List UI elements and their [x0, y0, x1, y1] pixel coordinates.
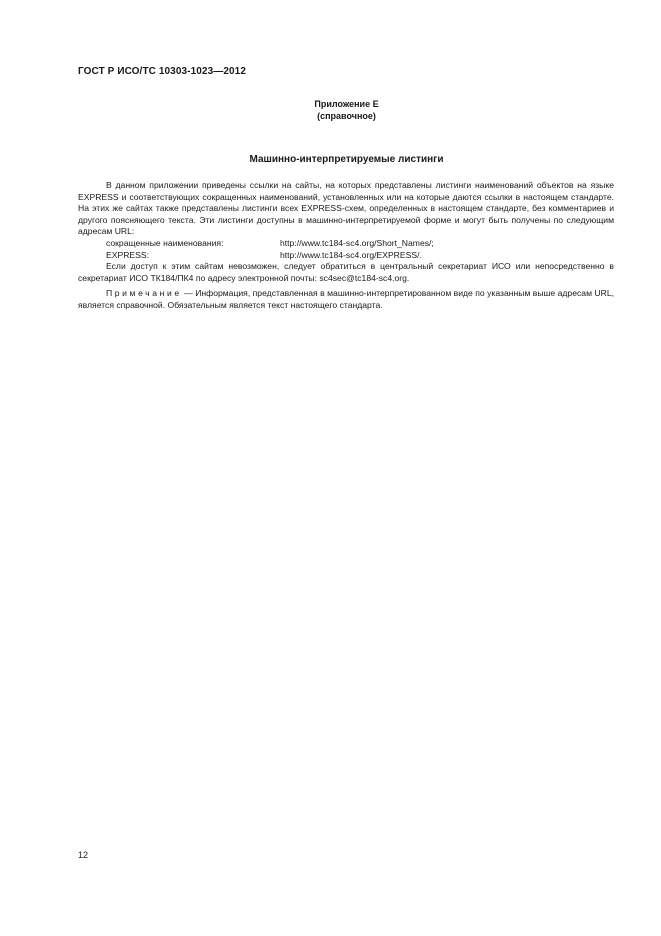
- note-text: — Информация, представленная в машинно-интерпретированном виде по указанным выше адресам URL, является справочной. Обязательным является текст настоящего стандарта.: [78, 288, 614, 310]
- section-title: Машинно-интерпретируемые листинги: [249, 154, 444, 165]
- standard-header: ГОСТ Р ИСО/ТС 10303-1023—2012: [78, 66, 246, 77]
- appendix-heading: [0, 98, 661, 122]
- url-label: EXPRESS:: [106, 249, 149, 260]
- appendix-type: (справочное): [317, 111, 376, 121]
- paragraph-contact: Если доступ к этим сайтам невозможен, следует обратиться в центральный секретариат ИСО или непосредственно в секретариат ИСО ТК184/ПК4 по адресу электронной почты: sc4sec@tc184-sc4.org.: [78, 261, 614, 283]
- url-link[interactable]: http://www.tc184-sc4.org/EXPRESS/.: [280, 249, 422, 260]
- appendix-label: Приложение Е: [314, 99, 379, 109]
- url-row-express: [78, 250, 614, 262]
- url-row-short-names: [78, 238, 614, 250]
- body-text: [78, 180, 614, 312]
- page-number: 12: [78, 850, 89, 860]
- note-label: Примечание: [106, 288, 182, 299]
- note: [78, 288, 614, 311]
- url-label: сокращенные наименования:: [106, 237, 224, 248]
- paragraph-intro: В данном приложении приведены ссылки на сайты, на которых представлены листинги наименований объектов на языке EXPRESS и соответствующих сокращенных наименований, установленных или на которые даются ссылки в настоящем стандарте. На этих же сайтах также представлены листинги всех EXPRESS-схем, определенных в настоящем стандарте, без комментариев и другого поясняющего текста. Эти листинги доступны в машинно-интерпретируемой форме и могут быть получены по следующим адресам URL:: [78, 180, 614, 237]
- url-link[interactable]: http://www.tc184-sc4.org/Short_Names/;: [280, 237, 434, 248]
